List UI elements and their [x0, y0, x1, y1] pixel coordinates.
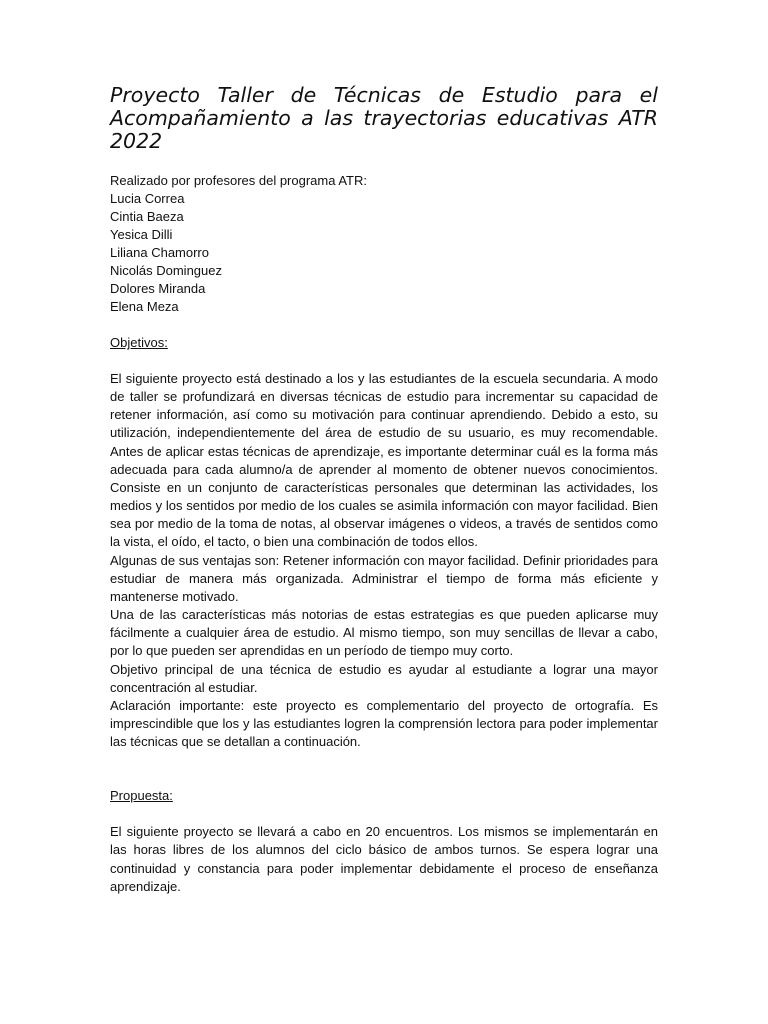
- propuesta-paragraph: El siguiente proyecto se llevará a cabo en 20 encuentros. Los mismos se implementarán en las horas libres de los alumnos del ciclo básico de ambos turnos. Se espera lograr una continuidad y constancia para poder implementar debidamente el proceso de enseñanza aprendizaje.: [110, 824, 658, 894]
- objetivos-paragraph: Aclaración importante: este proyecto es complementario del proyecto de ortografía. Es imprescindible que los y las estudiantes logren la comprensión lectora para poder implementar las técnicas que se detallan a continuación.: [110, 697, 658, 750]
- propuesta-heading: Propuesta:: [110, 788, 173, 804]
- author-name: Cintia Baeza: [110, 209, 184, 224]
- objetivos-paragraph: Objetivo principal de una técnica de estudio es ayudar al estudiante a lograr una mayor concentración al estudiar.: [110, 661, 658, 695]
- document-title: Proyecto Taller de Técnicas de Estudio para el Acompañamiento a las trayectorias educativas ATR 2022: [110, 83, 658, 153]
- authors-block: [110, 172, 658, 316]
- objetivos-paragraph: Una de las características más notorias de estas estrategias es que pueden aplicarse muy fácilmente a cualquier área de estudio. Al mismo tiempo, son muy sencillas de llevar a cabo, por lo que pueden ser aprendidas en un período de tiempo muy corto.: [110, 607, 658, 659]
- objetivos-paragraph: Algunas de sus ventajas son: Retener información con mayor facilidad. Definir prioridades para estudiar de manera más organizada. Administrar el tiempo de forma más eficiente y mantenerse motivado.: [110, 552, 658, 604]
- document-content: [110, 84, 658, 896]
- objetivos-body: [110, 370, 658, 751]
- author-name: Dolores Miranda: [110, 281, 206, 296]
- objetivos-heading: Objetivos:: [110, 335, 168, 350]
- authors-intro: Realizado por profesores del programa ATR:: [110, 173, 367, 188]
- author-name: Yesica Dilli: [110, 227, 173, 242]
- author-name: Liliana Chamorro: [110, 245, 209, 260]
- objetivos-paragraph: El siguiente proyecto está destinado a los y las estudiantes de la escuela secundaria. A modo de taller se profundizará en diversas técnicas de estudio para incrementar su capacidad de retener información, así como su motivación para continuar aprendiendo. Debido a esto, su utilización, independientemente del área de estudio de su usuario, es muy recomendable. Antes de aplicar estas técnicas de aprendizaje, es importante determinar cuál es la forma más adecuada para cada alumno/a de aprender al momento de obtener nuevos conocimientos. Consiste en un conjunto de características personales que determinan las actividades, los medios y los sentidos por medio de los cuales se asimila información con mayor facilidad. Bien sea por medio de la toma de notas, al observar imágenes o videos, a través de sentidos como la vista, el oído, el tacto, o bien una combinación de todos ellos.: [110, 371, 658, 550]
- author-name: Lucia Correa: [110, 191, 185, 206]
- author-name: Nicolás Dominguez: [110, 263, 222, 278]
- author-name: Elena Meza: [110, 299, 179, 314]
